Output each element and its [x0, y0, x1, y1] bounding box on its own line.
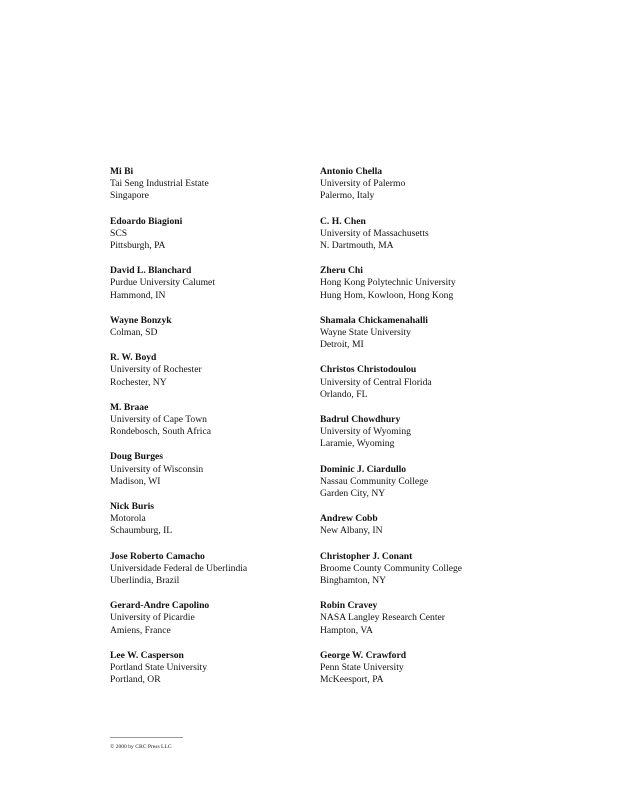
contributor-affiliation: Penn State University [320, 662, 404, 674]
contributor-name: Shamala Chickamenahalli [320, 314, 428, 326]
contributor-entry [320, 551, 510, 588]
contributor-location: N. Dartmouth, MA [320, 240, 394, 252]
contributor-name: George W. Crawford [320, 649, 407, 661]
contributor-affiliation: University of Wyoming [320, 426, 411, 438]
contributor-location: Colman, SD [110, 327, 158, 339]
contributor-affiliation: Hong Kong Polytechnic University [320, 277, 456, 289]
contributor-name: Zheru Chi [320, 265, 363, 277]
contributor-affiliation: Nassau Community College [320, 475, 429, 487]
contributor-name: Badrul Chowdhury [320, 414, 401, 426]
contributor-location: Detroit, MI [320, 339, 364, 351]
contributor-entry [320, 513, 510, 537]
contributor-name: Edoardo Biagioni [110, 215, 183, 227]
contributor-affiliation: Motorola [110, 513, 146, 525]
contributor-affiliation: NASA Langley Research Center [320, 612, 445, 624]
contributor-affiliation: University of Rochester [110, 364, 202, 376]
contributor-name: Christos Christodoulou [320, 364, 417, 376]
contributor-name: Doug Burges [110, 451, 164, 463]
contributor-affiliation: University of Cape Town [110, 414, 207, 426]
left-column [110, 166, 310, 700]
contributor-affiliation: SCS [110, 227, 128, 239]
contributor-name: C. H. Chen [320, 215, 366, 227]
contributor-name: Dominic J. Ciardullo [320, 463, 407, 475]
footer-divider [110, 737, 183, 738]
contributor-location: Rochester, NY [110, 376, 167, 388]
right-column [320, 166, 510, 700]
contributor-name: Lee W. Casperson [110, 649, 184, 661]
contributor-entry [110, 265, 310, 302]
contributor-entry [110, 315, 310, 339]
contributor-location: Hung Hom, Kowloon, Hong Kong [320, 289, 454, 301]
contributor-affiliation: Tai Seng Industrial Estate [110, 178, 209, 190]
contributor-affiliation: Purdue University Calumet [110, 277, 215, 289]
contributor-name: Wayne Bonzyk [110, 314, 172, 326]
contributor-affiliation: University of Palermo [320, 178, 406, 190]
contributor-name: Andrew Cobb [320, 513, 378, 525]
contributor-name: Robin Cravey [320, 600, 378, 612]
contributor-entry [110, 402, 310, 439]
contributor-location: Singapore [110, 190, 149, 202]
contributor-name: M. Braae [110, 401, 149, 413]
contributor-name: Jose Roberto Camacho [110, 550, 205, 562]
contributor-affiliation: University of Wisconsin [110, 463, 204, 475]
contributor-name: Gerard-Andre Capolino [110, 600, 210, 612]
contributor-location: Rondebosch, South Africa [110, 426, 211, 438]
contributor-entry [110, 551, 310, 588]
contributor-entry [320, 315, 510, 352]
contributor-location: Palermo, Italy [320, 190, 375, 202]
contributor-affiliation: Universidade Federal de Uberlindia [110, 562, 248, 574]
contributor-entry [110, 166, 310, 203]
contributor-location: Hammond, IN [110, 289, 166, 301]
contributor-location: McKeesport, PA [320, 674, 384, 686]
contributor-entry [320, 364, 510, 401]
contributor-entry [320, 650, 510, 687]
contributor-entry [320, 216, 510, 253]
contributor-name: Antonio Chella [320, 166, 383, 177]
copyright-notice: © 2000 by CRC Press LLC [110, 744, 172, 750]
contributor-affiliation: Wayne State University [320, 327, 411, 339]
contributor-entry [110, 501, 310, 538]
contributor-name: David L. Blanchard [110, 265, 192, 277]
contributor-entry [320, 166, 510, 203]
contributor-entry [320, 414, 510, 451]
contributor-location: Uberlindia, Brazil [110, 575, 180, 587]
contributor-location: Schaumburg, IL [110, 525, 173, 537]
contributor-location: Hampton, VA [320, 624, 373, 636]
contributor-entry [110, 216, 310, 253]
contributor-location: New Albany, IN [320, 525, 383, 537]
contributor-affiliation: Broome County Community College [320, 562, 463, 574]
contributor-location: Laramie, Wyoming [320, 438, 395, 450]
contributor-entry [110, 352, 310, 389]
contributor-affiliation: University of Central Florida [320, 376, 432, 388]
contributor-name: Nick Buris [110, 501, 154, 513]
contributor-entry [110, 650, 310, 687]
contributor-location: Garden City, NY [320, 488, 386, 500]
contributor-name: Mi Bi [110, 166, 134, 177]
contributor-location: Orlando, FL [320, 388, 368, 400]
contributor-affiliation: University of Picardie [110, 612, 195, 624]
contributor-entry [110, 600, 310, 637]
contributor-name: R. W. Boyd [110, 352, 157, 364]
contributor-location: Amiens, France [110, 624, 171, 636]
contributor-entry [320, 600, 510, 637]
contributor-entry [320, 464, 510, 501]
contributor-location: Portland, OR [110, 674, 161, 686]
contributor-entry [110, 451, 310, 488]
contributor-location: Madison, WI [110, 475, 161, 487]
contributor-location: Binghamton, NY [320, 575, 387, 587]
contributor-location: Pittsburgh, PA [110, 240, 166, 252]
contributor-affiliation: Portland State University [110, 662, 207, 674]
contributor-name: Christopher J. Conant [320, 550, 413, 562]
contributor-entry [320, 265, 510, 302]
contributor-affiliation: University of Massachusetts [320, 227, 429, 239]
